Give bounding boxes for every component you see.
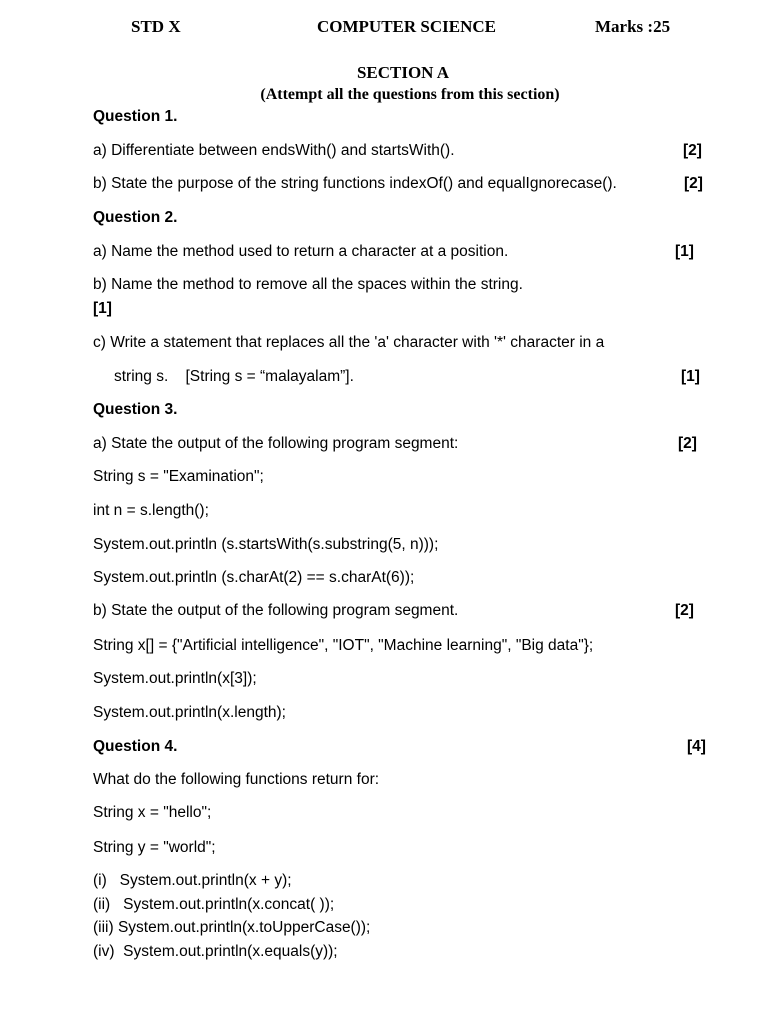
section-title: SECTION A: [356, 63, 450, 82]
question-2c-marks: [1]: [681, 368, 700, 385]
code-line: int n = s.length();: [93, 502, 209, 519]
code-line: System.out.println(x.length);: [93, 704, 286, 721]
question-4-prompt: What do the following functions return for:: [93, 771, 380, 788]
list-item: (ii) System.out.println(x.concat( ));: [93, 896, 335, 913]
code-line: String x[] = {"Artificial intelligence", "IOT", "Machine learning", "Big data"};: [93, 637, 594, 654]
question-2a-text: a) Name the method used to return a character at a position.: [93, 243, 509, 260]
question-2c-text-line1: c) Write a statement that replaces all the 'a' character with '*' character in a: [93, 334, 605, 351]
section-instruction: (Attempt all the questions from this section): [260, 86, 560, 103]
question-3a-marks: [2]: [678, 435, 697, 452]
question-1a-text: a) Differentiate between endsWith() and startsWith().: [93, 142, 455, 159]
question-1b-marks: [2]: [684, 175, 703, 192]
question-3-heading: Question 3.: [93, 401, 178, 418]
question-2c-text-line2: string s. [String s = “malayalam”].: [114, 368, 354, 385]
question-3a-text: a) State the output of the following program segment:: [93, 435, 459, 452]
std-label: STD X: [131, 17, 181, 36]
code-line: System.out.println(x[3]);: [93, 670, 257, 687]
question-4-heading: Question 4.: [93, 738, 178, 755]
code-line: String y = "world";: [93, 839, 216, 856]
question-1b-text: b) State the purpose of the string functions indexOf() and equalIgnorecase().: [93, 175, 617, 192]
list-item: (i) System.out.println(x + y);: [93, 872, 292, 889]
question-1a-marks: [2]: [683, 142, 702, 159]
list-item: (iv) System.out.println(x.equals(y));: [93, 943, 338, 960]
marks-total: Marks :25: [595, 17, 671, 36]
question-2-heading: Question 2.: [93, 209, 178, 226]
code-line: String x = "hello";: [93, 804, 212, 821]
code-line: System.out.println (s.startsWith(s.substring(5, n)));: [93, 536, 439, 553]
question-2a-marks: [1]: [675, 243, 694, 260]
question-3b-text: b) State the output of the following program segment.: [93, 602, 459, 619]
question-3b-marks: [2]: [675, 602, 694, 619]
question-2b-text: b) Name the method to remove all the spaces within the string.: [93, 276, 523, 293]
question-4-marks: [4]: [687, 738, 706, 755]
code-line: System.out.println (s.charAt(2) == s.charAt(6));: [93, 569, 415, 586]
question-1-heading: Question 1.: [93, 108, 178, 125]
question-2b-marks: [1]: [93, 300, 112, 317]
code-line: String s = "Examination";: [93, 468, 264, 485]
list-item: (iii) System.out.println(x.toUpperCase());: [93, 919, 371, 936]
subject-title: COMPUTER SCIENCE: [317, 17, 496, 36]
